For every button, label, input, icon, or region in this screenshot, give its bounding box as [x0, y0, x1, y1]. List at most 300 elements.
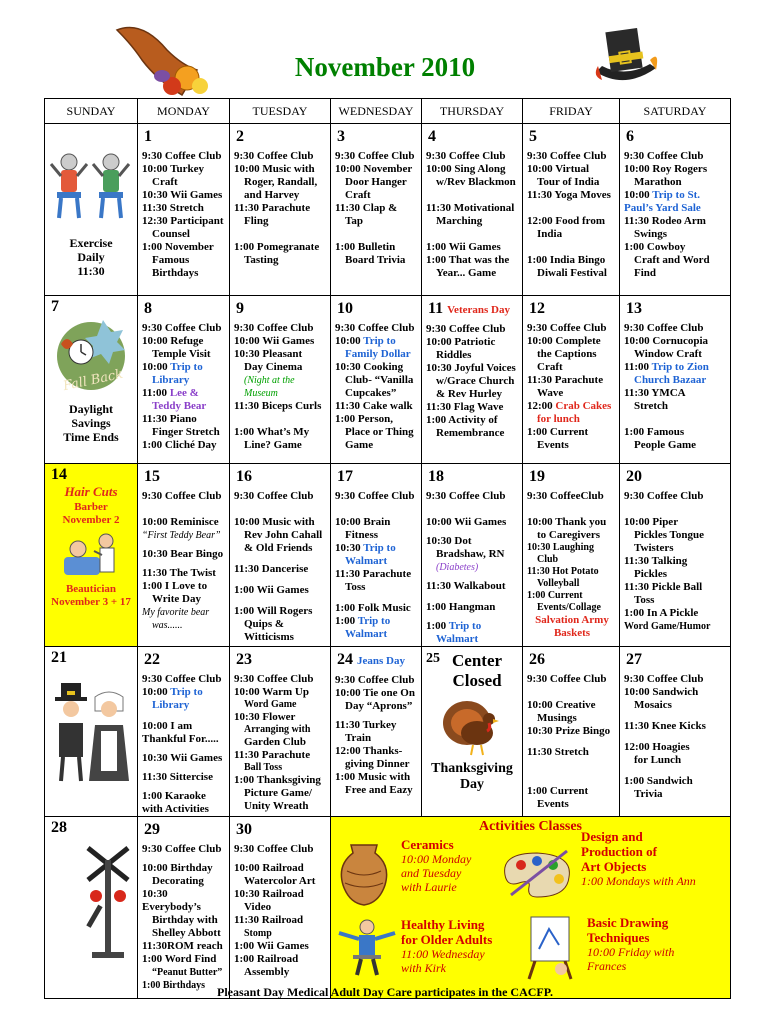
day-number: 26 — [529, 651, 545, 668]
event-line: 10:30 Flower — [234, 711, 296, 723]
event-line: Quips & — [244, 618, 285, 630]
day-cell-19 — [523, 464, 620, 647]
event-line: Club- “Vanilla — [345, 374, 414, 386]
day-number: 11 — [428, 300, 444, 317]
event-line: “Peanut Butter” — [152, 967, 223, 978]
day-number: 3 — [337, 128, 345, 145]
event-line: Assembly — [244, 966, 290, 978]
event-line: Place or Thing — [345, 426, 414, 438]
event-time: 12:00 — [527, 400, 556, 412]
day-number: 21 — [51, 649, 67, 666]
event-line: 9:30 Coffee Club — [527, 150, 607, 162]
week-row — [45, 647, 731, 817]
event-line: Mosaics — [634, 699, 672, 711]
event-line: Day Cinema — [244, 361, 303, 373]
day-cell-4 — [422, 124, 523, 296]
event-line: Arranging with — [244, 724, 311, 735]
event-line: 11:30 Yoga Moves — [527, 189, 611, 201]
event-line: Finger Stretch — [152, 426, 220, 438]
healthy-time: 11:00 Wednesday — [401, 947, 485, 961]
event-line: 9:30 Coffee Club — [142, 322, 222, 334]
event-line: Toss — [345, 581, 366, 593]
event-line: 11:30 Parachute — [234, 749, 311, 761]
day-cell-8 — [138, 296, 230, 464]
event-line: Craft — [152, 176, 178, 188]
day-number: 25 — [426, 651, 440, 666]
activities-title: Activities Classes — [478, 819, 583, 834]
event-line: 12:00 Food from — [527, 215, 606, 227]
event-line: Wave — [537, 387, 564, 399]
event-line: 1:00 Wii Games — [234, 940, 309, 952]
event-line: 1:00 November — [142, 241, 214, 253]
paint-palette-icon — [497, 847, 577, 903]
railroad-crossing-icon — [78, 840, 138, 960]
day-cell-7 — [45, 296, 138, 464]
event-line: 10:00 I am — [142, 720, 193, 732]
event-line: Stomp — [244, 928, 272, 939]
event-line: 10:00 Wii Games — [426, 516, 507, 528]
event-line: 9:30 Coffee Club — [624, 150, 704, 162]
event-line: with Activities — [142, 803, 209, 815]
event-line: 9:30 Coffee Club — [426, 150, 506, 162]
event-line: Toss — [634, 594, 655, 606]
event-line: Swings — [634, 228, 668, 240]
event-line: Ball Toss — [244, 762, 283, 773]
day-cell-2 — [230, 124, 331, 296]
event-line: Picture Game/ — [244, 787, 312, 799]
weekday-sunday: SUNDAY — [45, 99, 138, 124]
day-number: 13 — [626, 300, 642, 317]
center-closed-label: Center — [452, 651, 503, 670]
event-line: 11:30 Stretch — [527, 746, 589, 758]
trip-link: Trip to — [363, 335, 396, 347]
event-line: Events — [537, 798, 569, 810]
day-cell-21 — [45, 647, 138, 817]
event-line: 1:00 In A Pickle — [624, 607, 699, 619]
day-cell-9 — [230, 296, 331, 464]
turkey-icon — [437, 695, 507, 757]
event-line: 10:00 Wii Games — [234, 335, 315, 347]
event-line: Garden Club — [244, 736, 307, 748]
event-line: 1:00 Pomegranate — [234, 241, 320, 253]
ceramics-time-2: and Tuesday — [401, 866, 462, 880]
event-line: 9:30 Coffee Club — [335, 674, 415, 686]
day-cell-11 — [422, 296, 523, 464]
event-line: Bradshaw, RN — [436, 548, 505, 560]
event-line: Remembrance — [436, 427, 505, 439]
day-cell-23 — [230, 647, 331, 817]
design-label-2: Production of — [581, 844, 657, 859]
day-number: 8 — [144, 300, 152, 317]
event-line: 1:00 Famous — [624, 426, 685, 438]
event-line: (Diabetes) — [436, 562, 479, 573]
beautician-dates: November 3 + 17 — [51, 596, 131, 608]
event-line: 10:30 Dot — [426, 535, 472, 547]
event-line: Craft — [537, 361, 563, 373]
event-line: 10:30 Cooking — [335, 361, 404, 373]
holiday-label: Jeans Day — [357, 655, 405, 667]
event-line: the Captions — [537, 348, 597, 360]
healthy-teacher: with Kirk — [401, 961, 447, 975]
event-line: Tasting — [244, 254, 279, 266]
event-line: 10:00 Patriotic — [426, 336, 496, 348]
event-time: 10:00 — [335, 335, 364, 347]
event-line: Temple Visit — [152, 348, 211, 360]
event-line: Door Hanger — [345, 176, 407, 188]
event-line: 1:00 Birthdays — [142, 980, 206, 991]
event-line: 10:00 Sing Along — [426, 163, 506, 175]
event-line: Birthdays — [152, 267, 199, 279]
event-line: 10:00 Music with — [234, 516, 315, 528]
event-line: 11:30 The Twist — [142, 567, 216, 579]
event-line: Line? Game — [244, 439, 302, 451]
day-cell-13 — [620, 296, 731, 464]
event-line: 11:30 Pickle Ball — [624, 581, 703, 593]
event-line: Tour of India — [537, 176, 600, 188]
event-line: 1:00 Railroad — [234, 953, 299, 965]
day-number: 22 — [144, 651, 160, 668]
event-time: 1:00 — [426, 620, 449, 632]
event-line: for Lunch — [634, 754, 682, 766]
weekday-thursday: THURSDAY — [422, 99, 523, 124]
event-line: and Harvey — [244, 189, 300, 201]
event-line: w/Grace Church — [436, 375, 515, 387]
event-line: 9:30 Coffee Club — [234, 150, 314, 162]
event-line: 1:00 Karaoke — [142, 790, 206, 802]
event-line: 10:00 Roy Rogers — [624, 163, 708, 175]
day-cell-20 — [620, 464, 731, 647]
event-line: 10:00 Piper — [624, 516, 679, 528]
trip-link: Trip to St. — [652, 189, 700, 201]
exercise-time: 11:30 — [77, 264, 105, 278]
drawing-teacher: Frances — [587, 959, 627, 973]
day-cell-12 — [523, 296, 620, 464]
event-line: Watercolor Art — [244, 875, 316, 887]
event-line: Roger, Randall, — [244, 176, 318, 188]
thanksgiving-label-2: Day — [459, 777, 485, 792]
event-line: 9:30 Coffee Club — [335, 322, 415, 334]
event-line: Events/Collage — [537, 602, 601, 613]
event-line: 9:30 Coffee Club — [142, 673, 222, 685]
event-line: & Rev Hurley — [436, 388, 502, 400]
event-line: 1:00 India Bingo — [527, 254, 606, 266]
weekday-wednesday: WEDNESDAY — [331, 99, 422, 124]
event-line: 10:30 Bear Bingo — [142, 548, 224, 560]
event-line: Shelley Abbott — [152, 927, 221, 939]
day-number: 28 — [51, 819, 67, 836]
event-line: Free and Eazy — [345, 784, 413, 796]
event-line: 9:30 Coffee Club — [527, 322, 607, 334]
day-number: 16 — [236, 468, 252, 485]
event-line: 10:00 Reminisce — [142, 516, 219, 528]
day-cell-3 — [331, 124, 422, 296]
event-line: 10:00 Warm Up — [234, 686, 309, 698]
healthy-label-2: for Older Adults — [401, 932, 493, 947]
day-number: 10 — [337, 300, 353, 317]
event-line: 1:00 I Love to — [142, 580, 208, 592]
event-line: 1:00 Folk Music — [335, 602, 411, 614]
event-line: 12:00 Hoagies — [624, 741, 690, 753]
footer-note: Pleasant Day Medical Adult Day Care participates in the CACFP. — [217, 985, 553, 999]
event-line: India — [537, 228, 563, 240]
event-line: 9:30 Coffee Club — [624, 490, 704, 502]
event-line: 1:00 Sandwich — [624, 775, 693, 787]
event-line: Library — [152, 374, 190, 386]
event-guest: Lee & — [169, 387, 199, 399]
event-line: 9:30 CoffeeClub — [527, 490, 604, 502]
drawing-time: 10:00 Friday with — [587, 945, 675, 959]
day-number: 4 — [428, 128, 436, 145]
event-line: Rev John Cahall — [244, 529, 323, 541]
day-cell-17 — [331, 464, 422, 647]
activities-classes-panel — [331, 817, 731, 999]
event-line: 9:30 Coffee Club — [234, 322, 314, 334]
event-line: 11:30 Piano — [142, 413, 197, 425]
drawing-label-2: Techniques — [587, 930, 650, 945]
day-number: 5 — [529, 128, 537, 145]
event-line: Volleyball — [537, 578, 580, 589]
event-line: Decorating — [152, 875, 204, 887]
pilgrims-icon — [49, 677, 133, 787]
day-number: 17 — [337, 468, 353, 485]
event-line: 10:00 Sandwich — [624, 686, 699, 698]
day-cell-29 — [138, 817, 230, 999]
day-number: 29 — [144, 821, 160, 838]
event-line: 9:30 Coffee Club — [142, 490, 222, 502]
event-time: 10:00 — [142, 361, 171, 373]
event-line: 11:30 Hot Potato — [527, 566, 599, 577]
event-line: was...... — [152, 620, 183, 631]
fall-back-clock-icon — [53, 314, 129, 394]
event-line: 10:00 Music with — [234, 163, 315, 175]
event-line: 10:00 Virtual — [527, 163, 590, 175]
event-line: 10:00 Creative — [527, 699, 596, 711]
weekday-monday: MONDAY — [138, 99, 230, 124]
drawing-label: Basic Drawing — [587, 915, 669, 930]
event-line: Museum — [244, 388, 278, 399]
day-number: 7 — [51, 298, 59, 315]
event-line: for lunch — [537, 413, 580, 425]
day-cell-26 — [523, 647, 620, 817]
event-line: 10:30 Laughing — [527, 542, 594, 553]
trip-link: Trip to — [170, 361, 203, 373]
event-line: 10:30 Wii Games — [142, 752, 223, 764]
day-number: 27 — [626, 651, 642, 668]
event-line: Walmart — [345, 628, 388, 640]
ceramics-label: Ceramics — [401, 837, 454, 852]
event-time: 10:00 — [624, 189, 653, 201]
event-line: Day “Aprons” — [345, 700, 413, 712]
event-line: Craft and Word — [634, 254, 710, 266]
day-number: 1 — [144, 128, 152, 145]
event-line: & Old Friends — [244, 542, 313, 554]
event-line: 9:30 Coffee Club — [624, 322, 704, 334]
event-line: Baskets — [553, 627, 591, 639]
event-line: 1:00 Will Rogers — [234, 605, 313, 617]
event-line: Tap — [345, 215, 363, 227]
event-line: Famous — [152, 254, 190, 266]
day-cell-27 — [620, 647, 731, 817]
event-line: Find — [634, 267, 657, 279]
day-cell-24 — [331, 647, 422, 817]
design-label-3: Art Objects — [581, 859, 647, 874]
event-line: 9:30 Coffee Club — [142, 150, 222, 162]
event-line: Events — [537, 439, 569, 451]
weekday-friday: FRIDAY — [523, 99, 620, 124]
ceramics-teacher: with Laurie — [401, 880, 457, 894]
event-line: 10:00 Turkey — [142, 163, 205, 175]
daylight-label: Daylight — [68, 402, 113, 416]
event-line: 9:30 Coffee Club — [335, 150, 415, 162]
day-number: 30 — [236, 821, 252, 838]
week-row — [45, 124, 731, 296]
event-line: 10:00 Brain — [335, 516, 391, 528]
event-line: Word Game — [244, 699, 297, 710]
beautician-label: Beautician — [65, 583, 117, 595]
exercise-icon — [47, 146, 135, 224]
day-number: 9 — [236, 300, 244, 317]
event-line: 11:30 Clap & — [335, 202, 398, 214]
event-line: Musings — [537, 712, 577, 724]
event-line: 11:30 Motivational — [426, 202, 515, 214]
event-line: 1:00 Word Find — [142, 953, 217, 965]
event-line: Unity Wreath — [244, 800, 309, 812]
event-line: Teddy Bear — [152, 400, 207, 412]
event-line: 12:30 Participant — [142, 215, 224, 227]
event-line: 11:30 Cake walk — [335, 400, 413, 412]
event-line: 10:00 Thank you — [527, 516, 607, 528]
event-line: 10:00 Railroad — [234, 862, 304, 874]
event-line: Cupcakes” — [345, 387, 397, 399]
day-cell-1 — [138, 124, 230, 296]
event-line: giving Dinner — [345, 758, 410, 770]
event-line: 1:00 Person, — [335, 413, 394, 425]
trip-link: Trip to — [170, 686, 203, 698]
day-number: 23 — [236, 651, 252, 668]
event-line: Salvation Army — [535, 614, 609, 626]
event-line: 10:30 Railroad — [234, 888, 304, 900]
weekday-tuesday: TUESDAY — [230, 99, 331, 124]
event-line: 1:00 Current — [527, 590, 583, 601]
event-line: Craft — [345, 189, 371, 201]
day-number: 15 — [144, 468, 160, 485]
day-number: 12 — [529, 300, 545, 317]
event-line: 10:30 Prize Bingo — [527, 725, 611, 737]
event-line: w/Rev Blackmon — [436, 176, 516, 188]
event-line: 1:00 That was the — [426, 254, 510, 266]
event-line: 1:00 What’s My — [234, 426, 310, 438]
event-line: “First Teddy Bear” — [142, 530, 221, 541]
event-line: Year... Game — [436, 267, 497, 279]
event-line: 9:30 Coffee Club — [142, 843, 222, 855]
week-row — [45, 296, 731, 464]
event-line: 1:00 Cowboy — [624, 241, 686, 253]
fall-back-text: Fall Back — [61, 366, 125, 394]
event-line: 1:00 Hangman — [426, 601, 496, 613]
event-line: 10:00 Refuge — [142, 335, 204, 347]
event-line: 11:30 Talking — [624, 555, 688, 567]
event-line: Window Craft — [634, 348, 702, 360]
event-line: 10:30 Everybody’s — [142, 888, 201, 913]
event-line: Family Dollar — [345, 348, 411, 360]
day-number: 20 — [626, 468, 642, 485]
event-line: Thankful For..... — [142, 733, 219, 745]
event-line: 11:30 Knee Kicks — [624, 720, 706, 732]
event-line: 11:30 Rodeo Arm — [624, 215, 706, 227]
center-closed-label-2: Closed — [452, 671, 502, 690]
day-cell-6 — [620, 124, 731, 296]
event-line: Game — [345, 439, 374, 451]
design-time: 1:00 Mondays with Ann — [581, 874, 696, 888]
lunch-label: Crab Cakes — [555, 400, 612, 412]
event-line: Walmart — [345, 555, 388, 567]
event-line: 1:00 Activity of — [426, 414, 498, 426]
event-line: Riddles — [436, 349, 472, 361]
event-line: 10:00 Cornucopia — [624, 335, 709, 347]
event-line: 1:00 Cliché Day — [142, 439, 217, 451]
healthy-label: Healthy Living — [401, 917, 485, 932]
event-line: 1:00 Bulletin — [335, 241, 396, 253]
day-number: 18 — [428, 468, 444, 485]
design-label: Design and — [581, 829, 643, 844]
event-line: 10:00 Birthday — [142, 862, 213, 874]
day-number: 19 — [529, 468, 545, 485]
holiday-label: Veterans Day — [447, 304, 510, 316]
week-row — [45, 464, 731, 647]
hair-salon-icon — [56, 529, 126, 581]
event-line: Marathon — [634, 176, 682, 188]
trip-link: Trip to Zion — [651, 361, 709, 373]
event-line: Train — [345, 732, 372, 744]
calendar-grid — [44, 98, 731, 999]
day-cell-18 — [422, 464, 523, 647]
event-line: Paul’s Yard Sale — [624, 202, 701, 214]
week-row — [45, 817, 731, 999]
day-cell-14 — [45, 464, 138, 647]
exercise-label: Exercise — [69, 236, 113, 250]
event-line: Board Trivia — [345, 254, 406, 266]
event-line: Marching — [436, 215, 483, 227]
event-line: Diwali Festival — [537, 267, 607, 279]
event-line: Counsel — [152, 228, 190, 240]
day-number: 24 — [337, 651, 353, 668]
event-line: 10:30 Wii Games — [142, 189, 223, 201]
event-line: 9:30 Coffee Club — [426, 323, 506, 335]
day-number: 14 — [51, 466, 67, 483]
event-line: 1:00 Music with — [335, 771, 411, 783]
event-line: Church Bazaar — [634, 374, 707, 386]
event-line: 1:00 Current — [527, 785, 589, 797]
event-line: Write Day — [152, 593, 201, 605]
hair-cuts-label: Hair Cuts — [64, 484, 118, 499]
event-line: Fling — [244, 215, 269, 227]
event-line: 9:30 Coffee Club — [624, 673, 704, 685]
event-line: Pickles — [634, 568, 667, 580]
event-time: 11:00 — [624, 361, 652, 373]
event-line: Birthday with — [152, 914, 218, 926]
event-line: My favorite bear — [142, 607, 210, 618]
event-line: to Caregivers — [537, 529, 601, 541]
event-line: Trivia — [634, 788, 663, 800]
day-cell-22 — [138, 647, 230, 817]
weekday-saturday: SATURDAY — [620, 99, 731, 124]
event-line: 11:30 Railroad — [234, 914, 304, 926]
day-cell-sunday-w1 — [45, 124, 138, 296]
event-line: 11:30 Walkabout — [426, 580, 506, 592]
day-cell-30 — [230, 817, 331, 999]
event-line: Club — [537, 554, 559, 565]
event-line: 11:30 Stretch — [142, 202, 204, 214]
